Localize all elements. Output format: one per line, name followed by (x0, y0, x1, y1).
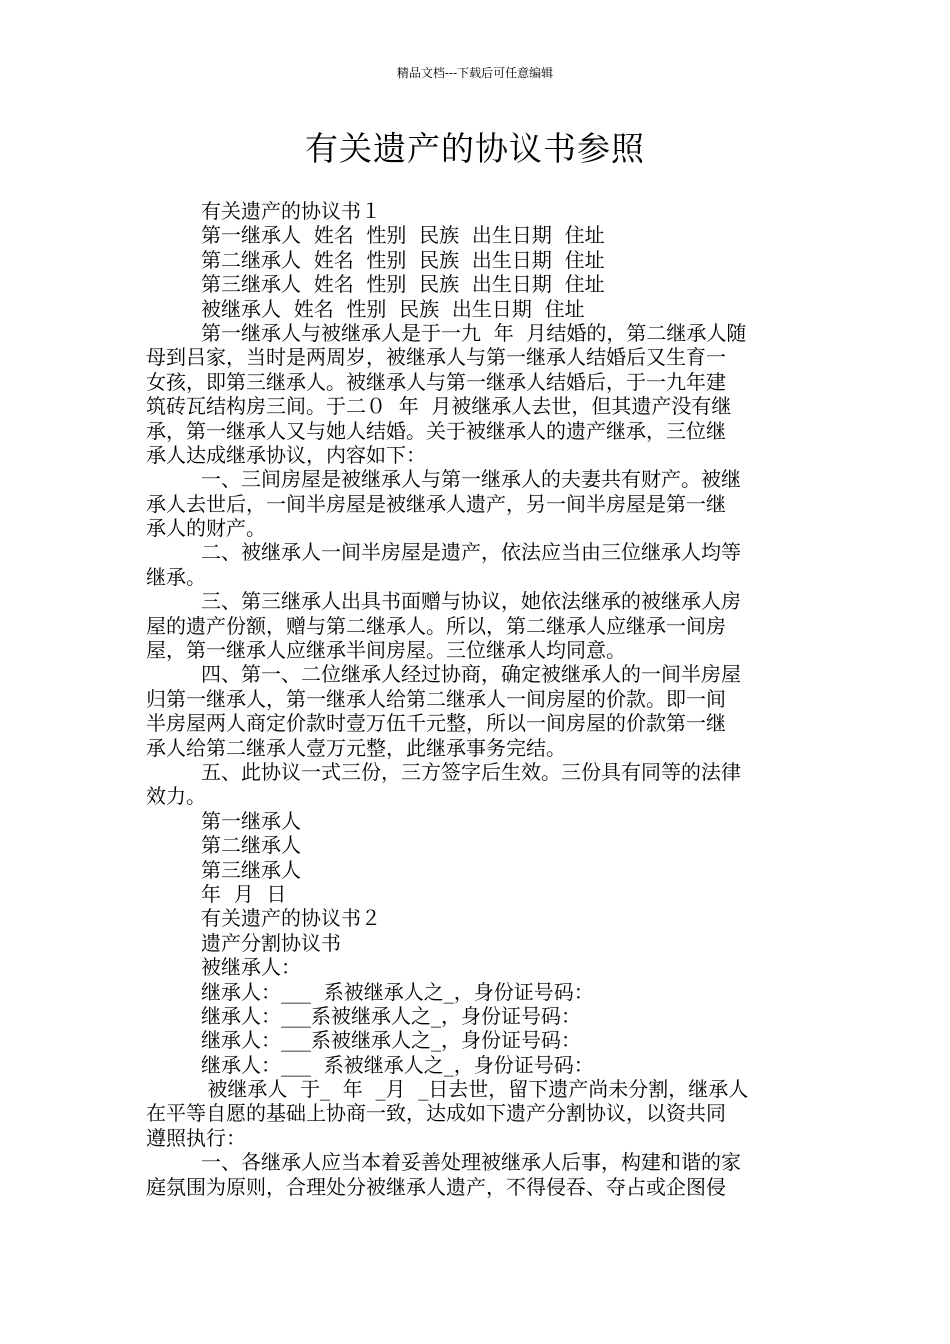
text-line: 第二继承人 (201, 833, 301, 858)
text-line: 第一继承人 姓名 性别 民族 出生日期 住址 (201, 223, 605, 248)
text-line: 有关遗产的协议书２ (201, 906, 381, 931)
text-line: 第一继承人与被继承人是于一九 年 月结婚的，第二继承人随 (201, 320, 747, 345)
text-line: 三、第三继承人出具书面赠与协议，她依法继承的被继承人房 (201, 589, 741, 614)
text-line: 效力。 (146, 784, 206, 809)
text-line: 在平等自愿的基础上协商一致，达成如下遗产分割协议，以资共同 (146, 1101, 726, 1126)
text-line: 一、各继承人应当本着妥善处理被继承人后事，构建和谐的家 (201, 1150, 741, 1175)
text-line: 筑砖瓦结构房三间。于二０ 年 月被继承人去世，但其遗产没有继 (146, 394, 732, 419)
text-line: 被继承人 于_ 年 _月 _日去世，留下遗产尚未分割，继承人 (201, 1077, 749, 1102)
text-line: 有关遗产的协议书１ (201, 199, 381, 223)
text-line: 第三继承人 姓名 性别 民族 出生日期 住址 (201, 272, 605, 297)
text-line: 被继承人 姓名 性别 民族 出生日期 住址 (201, 296, 585, 321)
text-line: 屋，第一继承人应继承半间房屋。三位继承人均同意。 (146, 638, 626, 663)
document-title: 有关遗产的协议书参照 (305, 129, 645, 168)
text-line: 继承人：___系被继承人之_，身份证号码： (201, 1003, 581, 1028)
text-line: 承，第一继承人又与她人结婚。关于被继承人的遗产继承，三位继 (146, 418, 726, 443)
text-line: 遗产分割协议书 (201, 930, 341, 955)
text-line: 承人的财产。 (146, 516, 266, 541)
text-line: 一、三间房屋是被继承人与第一继承人的夫妻共有财产。被继 (201, 467, 741, 492)
text-line: 承人给第二继承人壹万元整，此继承事务完结。 (146, 735, 566, 760)
text-line: 归第一继承人，第一继承人给第二继承人一间房屋的价款。即一间 (146, 686, 726, 711)
text-line: 半房屋两人商定价款时壹万伍千元整，所以一间房屋的价款第一继 (146, 711, 726, 736)
text-line: 第二继承人 姓名 性别 民族 出生日期 住址 (201, 247, 605, 272)
text-line: 第三继承人 (201, 857, 301, 882)
text-line: 承人去世后，一间半房屋是被继承人遗产，另一间半房屋是第一继 (146, 491, 726, 516)
text-line: 被继承人： (201, 955, 301, 980)
text-line: 遵照执行： (146, 1125, 246, 1150)
text-line: 承人达成继承协议，内容如下： (146, 442, 426, 467)
text-line: 继承人：___系被继承人之_，身份证号码： (201, 1028, 581, 1053)
text-line: 母到吕家，当时是两周岁，被继承人与第一继承人结婚后又生育一 (146, 345, 726, 370)
text-line: 继承人：___ 系被继承人之_，身份证号码： (201, 979, 594, 1004)
page-header-note: 精品文档---下载后可任意编辑 (396, 66, 554, 80)
text-line: 屋的遗产份额，赠与第二继承人。所以，第二继承人应继承一间房 (146, 613, 726, 638)
text-line: 继承。 (146, 564, 206, 589)
text-line: 第一继承人 (201, 808, 301, 833)
text-line: 继承人：___ 系被继承人之_，身份证号码： (201, 1052, 594, 1077)
text-line: 女孩，即第三继承人。被继承人与第一继承人结婚后，于一九年建 (146, 369, 726, 394)
text-line: 四、第一、二位继承人经过协商，确定被继承人的一间半房屋 (201, 662, 741, 687)
text-line: 年 月 日 (201, 881, 287, 906)
text-line: 五、此协议一式三份，三方签字后生效。三份具有同等的法律 (201, 759, 741, 784)
document-body (146, 199, 806, 1199)
text-line: 庭氛围为原则，合理处分被继承人遗产，不得侵吞、夺占或企图侵 (146, 1174, 726, 1199)
text-line: 二、被继承人一间半房屋是遗产，依法应当由三位继承人均等 (201, 540, 741, 565)
